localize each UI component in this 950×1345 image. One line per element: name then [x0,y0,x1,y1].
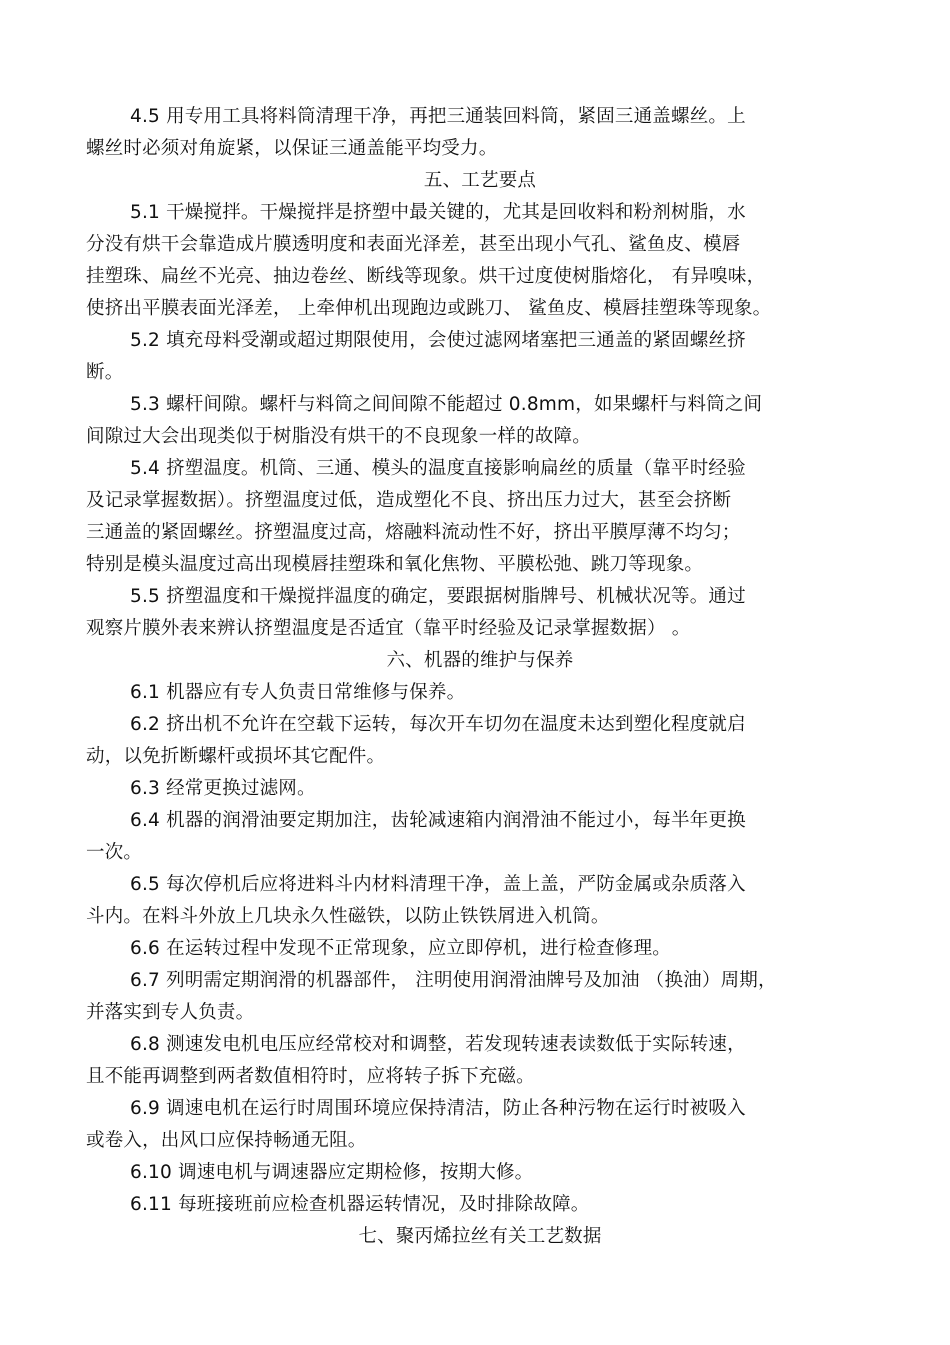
text-line: 动，以免折断螺杆或损坏其它配件。 [86,746,386,767]
text-line: 6.3 经常更换过滤网。 [130,778,316,799]
section-heading: 六、机器的维护与保养 [386,650,574,671]
text-line: 6.6 在运转过程中发现不正常现象，应立即停机，进行检查修理。 [130,938,672,959]
text-line: 6.10 调速电机与调速器应定期检修，按期大修。 [130,1162,534,1183]
text-line: 6.1 机器应有专人负责日常维修与保养。 [130,682,466,703]
text-line: 6.5 每次停机后应将进料斗内材料清理干净，盖上盖，严防金属或杂质落入 [130,874,746,895]
text-line: 斗内。在料斗外放上几块永久性磁铁，以防止铁铁屑进入机筒。 [86,906,610,927]
text-line: 分没有烘干会靠造成片膜透明度和表面光泽差，甚至出现小气孔、鲨鱼皮、模唇 [86,234,741,255]
section-heading: 七、聚丙烯拉丝有关工艺数据 [358,1226,602,1247]
text-line: 6.7 列明需定期润滑的机器部件， 注明使用润滑油牌号及加油 （换油）周期， [130,970,777,991]
text-line: 5.2 填充母料受潮或超过期限使用，会使过滤网堵塞把三通盖的紧固螺丝挤 [130,330,746,351]
text-line: 6.4 机器的润滑油要定期加注，齿轮减速箱内润滑油不能过小，每半年更换 [130,810,746,831]
text-line: 一次。 [86,842,143,863]
text-line: 4.5 用专用工具将料筒清理干净，再把三通装回料筒，紧固三通盖螺丝。上 [130,106,746,127]
text-line: 特别是模头温度过高出现模唇挂塑珠和氧化焦物、平膜松弛、跳刀等现象。 [86,554,704,575]
section-heading: 五、工艺要点 [423,170,537,191]
text-line: 及记录掌握数据）。挤塑温度过低，造成塑化不良、挤出压力过大，甚至会挤断 [86,490,732,511]
text-line: 5.5 挤塑温度和干燥搅拌温度的确定，要跟据树脂牌号、机械状况等。通过 [130,586,746,607]
text-line: 间隙过大会出现类似于树脂没有烘干的不良现象一样的故障。 [86,426,591,447]
text-line: 6.2 挤出机不允许在空载下运转，每次开车切勿在温度未达到塑化程度就启 [130,714,746,735]
text-line: 6.8 测速发电机电压应经常校对和调整，若发现转速表读数低于实际转速， [130,1034,746,1055]
text-line: 5.1 干燥搅拌。干燥搅拌是挤塑中最关键的，尤其是回收料和粉剂树脂，水 [130,202,746,223]
text-line: 螺丝时必须对角旋紧，以保证三通盖能平均受力。 [86,138,498,159]
text-line: 观察片膜外表来辨认挤塑温度是否适宜（靠平时经验及记录掌握数据） 。 [86,618,691,639]
text-line: 且不能再调整到两者数值相符时，应将转子拆下充磁。 [86,1066,535,1087]
text-line: 5.3 螺杆间隙。螺杆与料筒之间间隙不能超过 0.8mm，如果螺杆与料筒之间 [130,394,763,415]
text-line: 6.11 每班接班前应检查机器运转情况，及时排除故障。 [130,1194,590,1215]
text-line: 5.4 挤塑温度。机筒、三通、模头的温度直接影响扁丝的质量（靠平时经验 [130,458,746,479]
text-line: 或卷入，出风口应保持畅通无阻。 [86,1130,367,1151]
text-line: 三通盖的紧固螺丝。挤塑温度过高，熔融料流动性不好，挤出平膜厚薄不均匀； [86,522,741,543]
text-line: 并落实到专人负责。 [86,1002,255,1023]
text-line: 断。 [86,362,124,383]
text-line: 挂塑珠、扁丝不光亮、抽边卷丝、断线等现象。烘干过度使树脂熔化， 有异嗅味， [86,266,766,287]
text-line: 使挤出平膜表面光泽差， 上牵伸机出现跑边或跳刀、 鲨鱼皮、模唇挂塑珠等现象。 [86,298,772,319]
text-line: 6.9 调速电机在运行时周围环境应保持清洁，防止各种污物在运行时被吸入 [130,1098,746,1119]
